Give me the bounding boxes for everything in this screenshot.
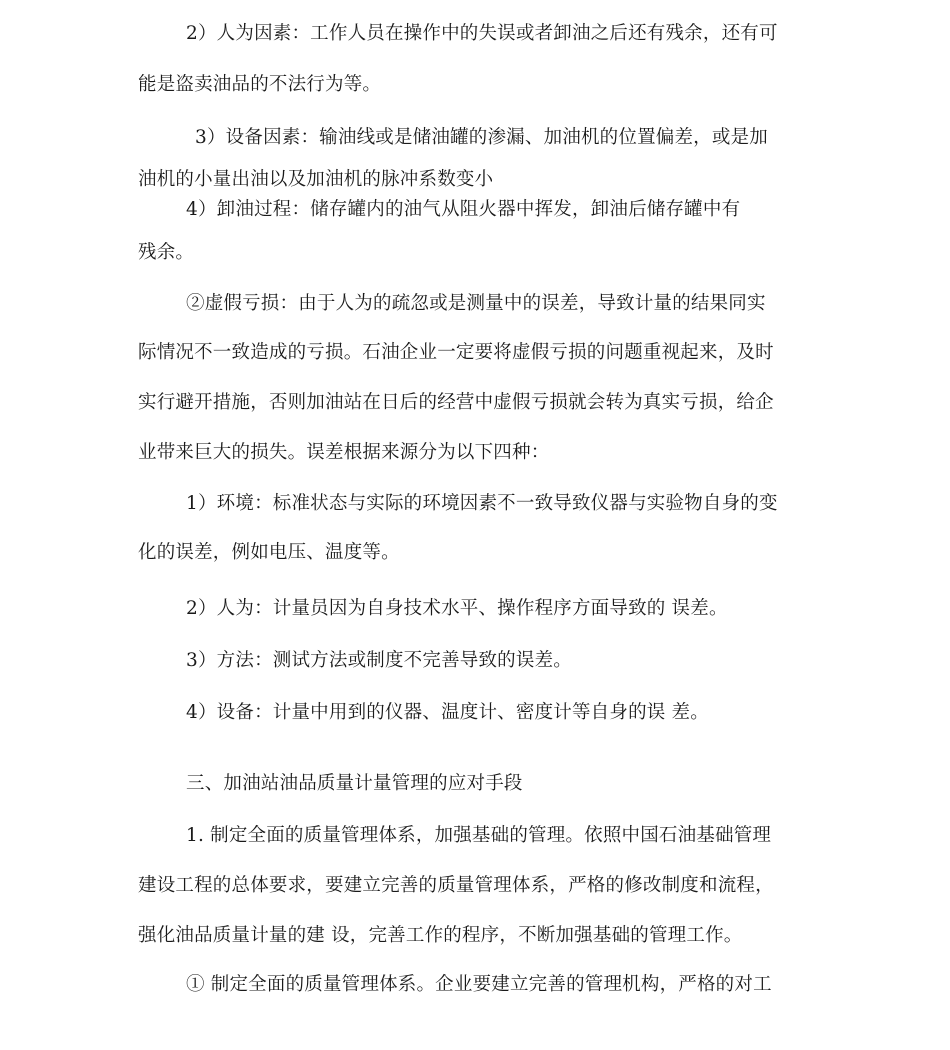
paragraph-line: 能是盗卖油品的不法行为等。	[138, 74, 382, 95]
paragraph-line: 业带来巨大的损失。误差根据来源分为以下四种：	[138, 442, 550, 463]
paragraph-line: 化的误差，例如电压、温度等。	[138, 542, 400, 563]
paragraph-line: ① 制定全面的质量管理体系。企业要建立完善的管理机构，严格的对工	[186, 974, 772, 995]
paragraph-line: 2）人为：计量员因为自身技术水平、操作程序方面导致的 误差。	[186, 598, 728, 619]
paragraph-line: 1）环境：标准状态与实际的环境因素不一致导致仪器与实验物自身的变	[186, 493, 778, 514]
paragraph-line: 1. 制定全面的质量管理体系，加强基础的管理。依照中国石油基础管理	[186, 825, 772, 846]
paragraph-line: 强化油品质量计量的建 设，完善工作的程序，不断加强基础的管理工作。	[138, 925, 743, 946]
paragraph-line: 际情况不一致造成的亏损。石油企业一定要将虚假亏损的问题重视起来，及时	[138, 342, 774, 363]
paragraph-line: 4）设备：计量中用到的仪器、温度计、密度计等自身的误 差。	[186, 702, 709, 723]
paragraph-line: 实行避开措施，否则加油站在日后的经营中虚假亏损就会转为真实亏损，给企	[138, 392, 774, 413]
paragraph-line: 2）人为因素：工作人员在操作中的失误或者卸油之后还有残余，还有可	[186, 23, 778, 44]
paragraph-line: 残余。	[138, 242, 195, 263]
paragraph-line: 油机的小量出油以及加油机的脉冲系数变小	[138, 169, 494, 190]
paragraph-line: 3）设备因素：输油线或是储油罐的渗漏、加油机的位置偏差，或是加	[195, 127, 768, 148]
paragraph-line: 4）卸油过程：储存罐内的油气从阻火器中挥发，卸油后储存罐中有	[186, 199, 741, 220]
paragraph-line: ②虚假亏损：由于人为的疏忽或是测量中的误差，导致计量的结果同实	[186, 293, 766, 314]
paragraph-line: 3）方法：测试方法或制度不完善导致的误差。	[186, 650, 572, 671]
section-heading: 三、加油站油品质量计量管理的应对手段	[186, 773, 523, 794]
paragraph-line: 建设工程的总体要求，要建立完善的质量管理体系，严格的修改制度和流程，	[138, 875, 774, 896]
